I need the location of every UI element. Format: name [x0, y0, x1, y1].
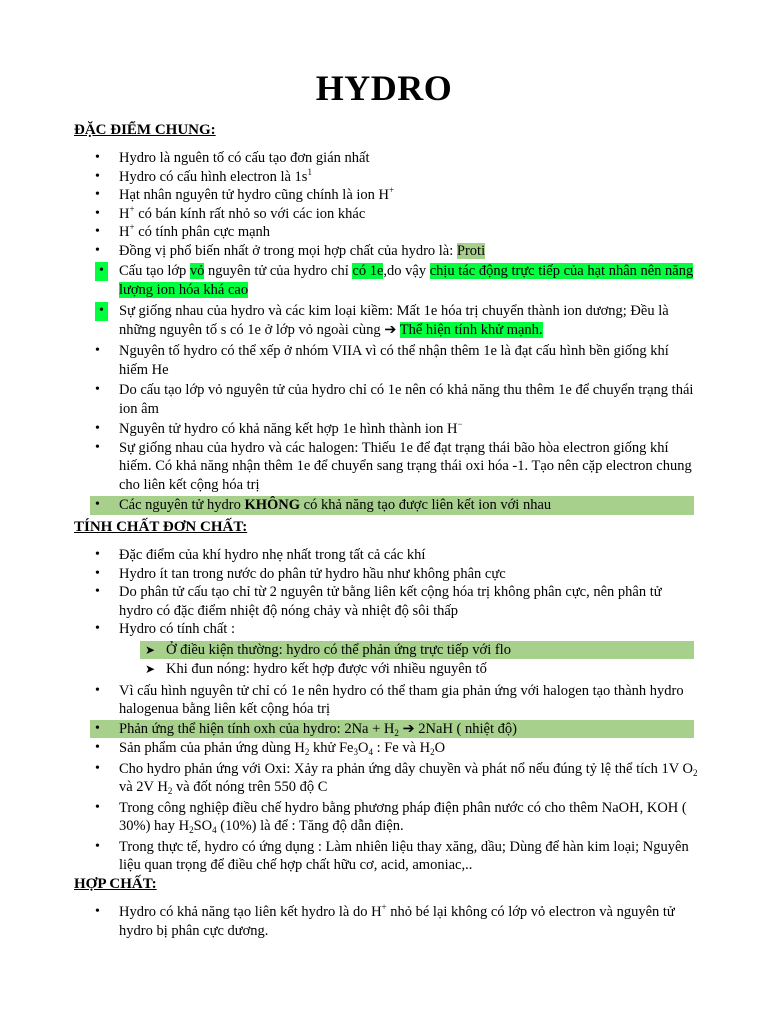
item-text: Đồng vị phổ biến nhất ở trong mọi hợp chất của hydro là:: [119, 242, 457, 259]
list-item: [0, 223, 768, 242]
subscript: 2: [693, 767, 698, 778]
item-text: Trong công nghiệp điều chế hydro bằng phương pháp điện phân nước có cho thêm NaOH, KOH ( 30%) hay H: [119, 799, 687, 834]
list-item: [0, 186, 768, 205]
item-text: Hydro ít tan trong nước do phân tử hydro hầu như không phân cực: [119, 565, 506, 582]
item-text: và 2V H: [119, 779, 168, 795]
list-item: [0, 620, 768, 639]
list-item: [0, 760, 768, 797]
item-text: ➔ 2NaH ( nhiệt độ): [398, 720, 517, 737]
item-text: có khả năng tạo được liên kết ion với nhau: [300, 497, 552, 513]
section-heading-general: ĐẶC ĐIỂM CHUNG:: [74, 122, 216, 138]
list-item: [0, 682, 768, 719]
sub-list-item: [140, 641, 694, 660]
list-item: [0, 262, 768, 299]
list-item: [0, 168, 768, 187]
list-item: [0, 242, 768, 261]
list-item: [0, 302, 768, 339]
superscript: +: [129, 222, 135, 232]
item-text: Ở điều kiện thường: hydro có thể phản ứng trực tiếp với flo: [166, 641, 511, 658]
list-item: [0, 546, 768, 565]
item-text: SO: [193, 818, 213, 834]
highlight: chịu tác động trực tiếp của hạt nhân nên năng lượng ion hóa khá cao: [119, 263, 694, 298]
subscript: 4: [212, 825, 217, 835]
item-text: H: [119, 205, 130, 222]
list-item: [0, 739, 768, 758]
subscript: 2: [430, 747, 435, 757]
subscript: 2: [167, 786, 173, 796]
item-text: : Fe và H: [372, 740, 431, 756]
item-text: Vì cấu hình nguyên tử chỉ có 1e nên hydro có thể tham gia phản ứng với halogen tạo thành hydro halogenua bằng liên kết cộng hóa trị: [119, 682, 684, 717]
item-text: Do cấu tạo lớp vỏ nguyên tử của hydro chỉ có 1e nên có khả năng thu thêm 1e để chuyển trạng thái ion âm: [119, 382, 694, 417]
list-item: [0, 420, 768, 439]
highlight: có 1e: [352, 263, 384, 279]
item-text: khử Fe: [309, 740, 354, 756]
item-text: Trong thực tế, hydro có ứng dụng : Làm nhiên liệu thay xăng, dầu; Dùng để hàn kim loại; Nguyên liệu quan trọng để điều chế hợp chất hữu cơ, acid, amoniac,..: [119, 838, 689, 873]
item-text: ,do vậy: [383, 263, 430, 279]
list-item: [0, 439, 768, 495]
superscript: 1: [307, 166, 312, 177]
general-list: [0, 149, 768, 515]
item-text: Khi đun nóng: hydro kết hợp được với nhiều nguyên tố: [166, 661, 487, 677]
item-text: O: [434, 740, 446, 756]
subscript: 2: [304, 747, 310, 757]
highlight: Proti: [456, 242, 486, 259]
item-text: Cho hydro phản ứng với Oxi: Xảy ra phản ứng dây chuyền và phát nổ nếu đúng tỷ lệ thể tích 1V O: [119, 760, 694, 777]
list-item: [90, 496, 694, 515]
item-text: Hydro có khả năng tạo liên kết hydro là do H: [119, 904, 382, 920]
subscript: 2: [394, 727, 399, 738]
superscript: +: [381, 902, 387, 912]
item-text: nhỏ bé lại không có lớp vỏ electron và nguyên tử hydro bị phân cực dương.: [119, 904, 675, 939]
superscript: +: [389, 185, 395, 195]
list-item: [0, 381, 768, 418]
list-item: [0, 565, 768, 584]
subscript: 3: [353, 747, 358, 757]
list-item: [0, 149, 768, 168]
highlight: vỏ: [189, 263, 205, 279]
item-text: có tính phân cực mạnh: [134, 224, 271, 240]
item-text: Các nguyên tử hydro: [119, 497, 245, 513]
item-text: O: [357, 740, 369, 756]
item-text: H: [119, 224, 130, 240]
item-text: Hydro là nguên tố có cấu tạo đơn gián nhất: [119, 150, 370, 166]
section-heading-element: TÍNH CHẤT ĐƠN CHẤT:: [74, 519, 248, 535]
sub-list-item: [0, 660, 768, 679]
item-text: Hạt nhân nguyên tử hydro cũng chính là ion H: [119, 187, 390, 203]
list-item: [90, 720, 694, 739]
subscript: 4: [368, 747, 373, 757]
list-item: [0, 342, 768, 379]
item-text: Sự giống nhau của hydro và các kim loại kiềm: Mất 1e hóa trị chuyển thành ion dương; Đều là những nguyên tố s có 1e ở lớp vỏ ngoài cùng: [119, 303, 669, 338]
item-text: Nguyên tử hydro có khả năng kết hợp 1e hình thành ion H: [119, 421, 458, 437]
item-text: Sản phẩm của phản ứng dùng H: [119, 740, 305, 756]
item-text: có bán kính rất nhỏ so với các ion khác: [134, 205, 366, 222]
subscript: 2: [189, 825, 194, 835]
list-item: [0, 903, 768, 940]
item-text: Sự giống nhau của hydro và các halogen: Thiếu 1e để đạt trạng thái bão hòa electron giống khí hiếm. Có khả năng nhận thêm 1e để chuyển sang trạng thái oxi hóa -1. Tạo nên cặp electron chung cho liên kết cộng hóa trị: [119, 439, 692, 493]
highlight: Thể hiện tính khử mạnh.: [399, 321, 543, 338]
item-text: Hydro có cấu hình electron là 1s: [119, 168, 308, 185]
superscript: −: [457, 419, 463, 429]
list-item: [0, 583, 768, 620]
list-item: [0, 799, 768, 836]
list-item: [0, 205, 768, 224]
item-text: (10%) là để : Tăng độ dẫn điện.: [216, 818, 404, 834]
compounds-list: [0, 903, 768, 940]
item-text: nguyên tử của hydro chỉ: [204, 263, 353, 279]
item-text: Đặc điểm của khí hydro nhẹ nhất trong tất cả các khí: [119, 547, 426, 563]
section-heading-compounds: HỢP CHẤT:: [74, 876, 157, 892]
item-text: Cấu tạo lớp: [119, 263, 190, 279]
item-text: Do phân tử cấu tạo chỉ từ 2 nguyên tử bằng liên kết cộng hóa trị không phân cực, nên phân tử hydro có đặc điểm nhiệt độ nóng chảy và nhiệt độ sôi thấp: [119, 584, 662, 619]
item-text: và đốt nóng trên 550 độ C: [172, 779, 328, 795]
superscript: +: [129, 203, 135, 214]
bold-text: KHÔNG: [244, 497, 301, 513]
item-text: Hydro có tính chất :: [119, 621, 235, 637]
arrow-icon: ➔: [384, 321, 397, 338]
list-item: [0, 838, 768, 875]
page-title: HYDRO: [315, 68, 453, 108]
element-list: [0, 546, 768, 875]
item-text: Nguyên tố hydro có thể xếp ở nhóm VIIA vì có thể nhận thêm 1e là đạt cấu hình bền giống khí hiếm He: [119, 343, 669, 378]
item-text: Phản ứng thể hiện tính oxh của hydro: 2Na + H: [119, 720, 395, 737]
